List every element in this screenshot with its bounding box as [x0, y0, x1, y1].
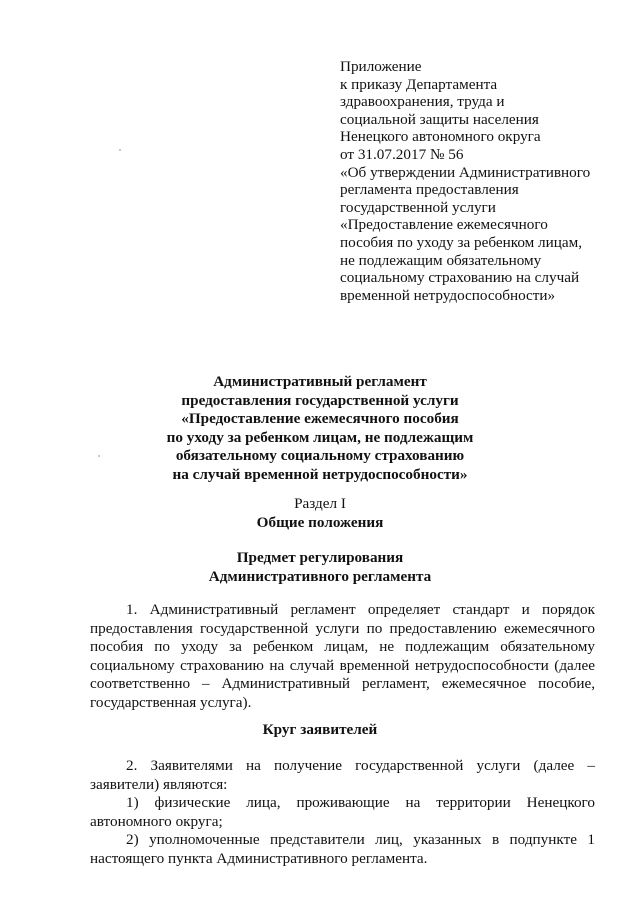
appendix-line: социальной защиты населения: [340, 110, 539, 128]
appendix-line: регламента предоставления: [340, 181, 519, 199]
section-number: Раздел I: [294, 495, 346, 512]
appendix-line: Ненецкого автономного округа: [340, 128, 541, 146]
appendix-line: государственной услуги: [340, 198, 496, 216]
paragraph-2: 2. Заявителями на получение государственной услуги (далее – заявители) являются:: [90, 757, 595, 793]
appendix-line: к приказу Департамента: [340, 75, 498, 93]
appendix-line: пособия по уходу за ребенком лицам,: [340, 233, 583, 251]
scan-speck: [98, 455, 100, 457]
appendix-line: «Предоставление ежемесячного: [340, 216, 548, 234]
applicants-heading: Круг заявителей: [262, 721, 378, 738]
subject-heading: [30, 549, 610, 586]
title-line: на случай временной нетрудоспособности»: [172, 465, 468, 483]
subject-heading-line: Предмет регулирования: [236, 549, 404, 566]
title-line: по уходу за ребенком лицам, не подлежащим: [166, 428, 474, 446]
appendix-line: социальному страхованию на случай: [340, 269, 580, 287]
appendix-line: от 31.07.2017 № 56: [340, 145, 464, 163]
title-line: «Предоставление ежемесячного пособия: [181, 410, 459, 428]
paragraph-2-1: 1) физические лица, проживающие на территории Ненецкого автономного округа;: [90, 794, 595, 830]
section-name: Общие положения: [256, 513, 384, 531]
appendix-line: «Об утверждении Административного: [340, 163, 591, 181]
title-line: Административный регламент: [213, 373, 427, 390]
section-header: [30, 495, 610, 532]
title-line: предоставления государственной услуги: [181, 391, 459, 409]
appendix-line: Приложение: [340, 58, 422, 75]
paragraph-1: 1. Административный регламент определяет стандарт и порядок предоставления государственной услуги по предоставлению ежемесячного пособия по уходу за ребенком лицам, не подлежащим обязательному социальному страхованию на случай временной нетрудоспособности (далее соответственно – Административный регламент, ежемесячное пособие, государственная услуга).: [90, 601, 595, 711]
document-title: [30, 373, 610, 485]
appendix-block: [340, 58, 625, 304]
scan-speck: [119, 149, 121, 151]
appendix-line: не подлежащим обязательному: [340, 251, 542, 269]
subject-heading-line: Административного регламента: [208, 567, 432, 585]
title-line: обязательному социальному страхованию: [175, 447, 465, 465]
appendix-line: временной нетрудоспособности»: [340, 286, 556, 304]
appendix-line: здравоохранения, труда и: [340, 93, 505, 111]
paragraph-2-2: 2) уполномоченные представители лиц, указанных в подпункте 1 настоящего пункта Административного регламента.: [90, 831, 595, 867]
